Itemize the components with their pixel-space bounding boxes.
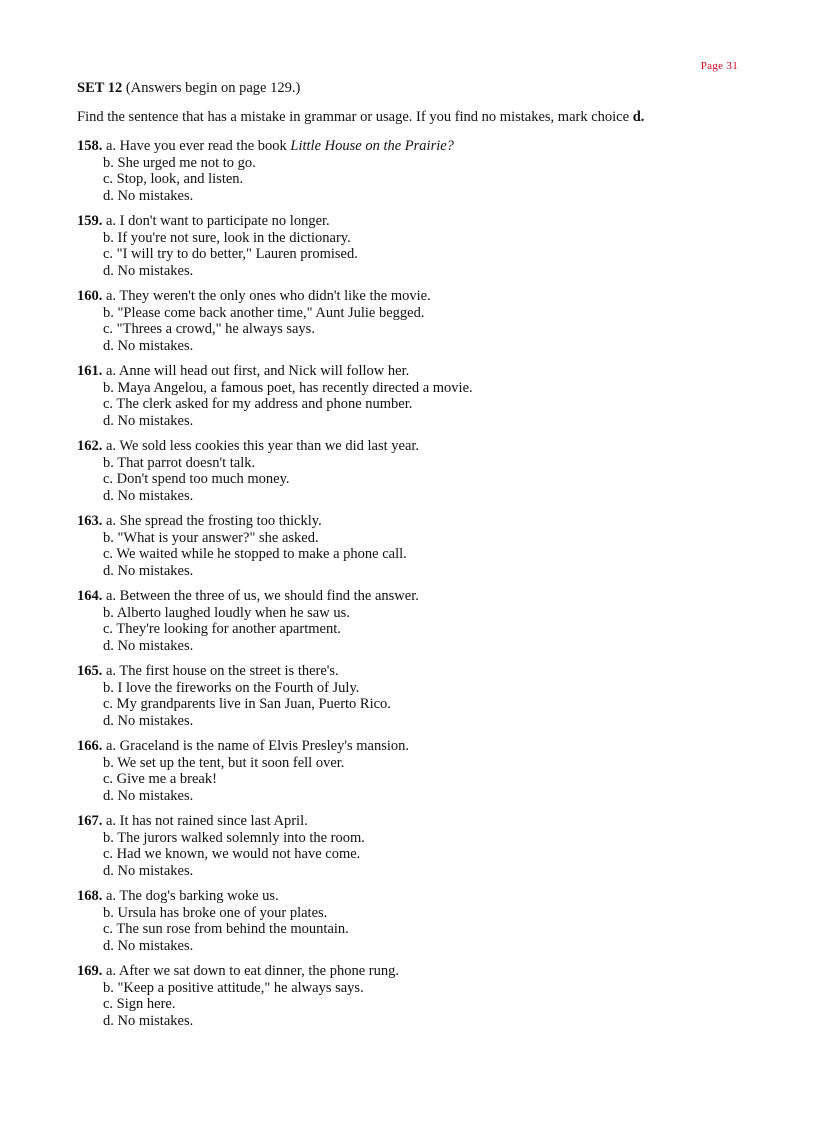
question-166 — [77, 738, 757, 804]
question-161 — [77, 363, 757, 429]
option-a — [77, 363, 757, 380]
option-c: c. The sun rose from behind the mountain. — [103, 921, 349, 937]
option-d: d. No mistakes. — [103, 337, 194, 354]
question-number: 165. — [77, 663, 103, 679]
document-body — [77, 80, 757, 1038]
option-d: d. No mistakes. — [103, 937, 194, 954]
question-164 — [77, 588, 757, 654]
option-c: c. Give me a break! — [103, 771, 217, 787]
question-number: 167. — [77, 813, 103, 829]
option-c: c. We waited while he stopped to make a phone call. — [103, 546, 407, 562]
question-162 — [77, 438, 757, 504]
question-number: 161. — [77, 363, 103, 379]
option-b: b. Ursula has broke one of your plates. — [103, 904, 328, 921]
option-a — [77, 888, 757, 905]
option-a — [77, 963, 757, 980]
option-c: c. Sign here. — [103, 996, 176, 1012]
option-b: b. That parrot doesn't talk. — [103, 454, 256, 471]
question-number: 158. — [77, 138, 103, 154]
option-b: b. If you're not sure, look in the dictionary. — [103, 229, 351, 246]
answers-note: (Answers begin on page 129.) — [125, 80, 301, 96]
option-d: d. No mistakes. — [103, 862, 194, 879]
question-160 — [77, 288, 757, 354]
option-a — [77, 813, 757, 830]
option-d: d. No mistakes. — [103, 787, 194, 804]
option-a — [77, 138, 757, 155]
question-number: 164. — [77, 588, 103, 604]
question-165 — [77, 663, 757, 729]
option-d: d. No mistakes. — [103, 1012, 194, 1029]
option-d: d. No mistakes. — [103, 262, 194, 279]
option-b: b. Alberto laughed loudly when he saw us. — [103, 604, 350, 621]
option-a-text: a. She spread the frosting too thickly. — [106, 513, 322, 529]
option-c: c. Stop, look, and listen. — [103, 171, 244, 187]
set-label: SET 12 — [77, 80, 123, 96]
option-a-text: a. Anne will head out first, and Nick will follow her. — [106, 363, 410, 379]
option-a — [77, 438, 757, 455]
option-c: c. The clerk asked for my address and phone number. — [103, 396, 413, 412]
option-b: b. "What is your answer?" she asked. — [103, 529, 319, 546]
option-a-text: a. Have you ever read the book — [106, 138, 291, 154]
option-a-text: a. The first house on the street is there's. — [106, 663, 339, 679]
option-a-text: a. After we sat down to eat dinner, the phone rung. — [106, 963, 399, 979]
question-number: 163. — [77, 513, 103, 529]
option-a-text: a. Between the three of us, we should find the answer. — [106, 588, 419, 604]
option-b: b. "Keep a positive attitude," he always says. — [103, 979, 364, 996]
option-b: b. I love the fireworks on the Fourth of July. — [103, 679, 360, 696]
instructions-text: Find the sentence that has a mistake in grammar or usage. If you find no mistakes, mark choice — [77, 109, 633, 125]
question-number: 168. — [77, 888, 103, 904]
question-number: 160. — [77, 288, 103, 304]
option-c: c. My grandparents live in San Juan, Puerto Rico. — [103, 696, 391, 712]
option-d: d. No mistakes. — [103, 637, 194, 654]
option-c: c. "Threes a crowd," he always says. — [103, 321, 315, 337]
option-a — [77, 663, 757, 680]
option-a — [77, 738, 757, 755]
option-a-text: a. It has not rained since last April. — [106, 813, 308, 829]
option-a-text: a. We sold less cookies this year than we did last year. — [106, 438, 420, 454]
question-168 — [77, 888, 757, 954]
page-number: Page 31 — [700, 60, 738, 72]
option-a-text: a. The dog's barking woke us. — [106, 888, 279, 904]
option-a — [77, 213, 757, 230]
option-a-text: a. I don't want to participate no longer. — [106, 213, 330, 229]
option-a-text: a. They weren't the only ones who didn't like the movie. — [106, 288, 431, 304]
option-d: d. No mistakes. — [103, 712, 194, 729]
question-number: 166. — [77, 738, 103, 754]
instructions-choice: d. — [632, 109, 645, 125]
instructions — [77, 109, 757, 126]
option-d: d. No mistakes. — [103, 562, 194, 579]
question-number: 162. — [77, 438, 103, 454]
question-number: 169. — [77, 963, 103, 979]
question-169 — [77, 963, 757, 1029]
question-167 — [77, 813, 757, 879]
question-158 — [77, 138, 757, 204]
option-d: d. No mistakes. — [103, 412, 194, 429]
question-159 — [77, 213, 757, 279]
option-b: b. She urged me not to go. — [103, 154, 256, 171]
book-title: Little House on the Prairie? — [290, 138, 454, 154]
option-d: d. No mistakes. — [103, 487, 194, 504]
option-b: b. Maya Angelou, a famous poet, has recently directed a movie. — [103, 379, 473, 396]
option-c: c. Had we known, we would not have come. — [103, 846, 361, 862]
option-d: d. No mistakes. — [103, 187, 194, 204]
question-number: 159. — [77, 213, 103, 229]
option-c: c. They're looking for another apartment. — [103, 621, 341, 637]
option-a-text: a. Graceland is the name of Elvis Presley's mansion. — [106, 738, 410, 754]
option-b: b. The jurors walked solemnly into the room. — [103, 829, 365, 846]
option-a — [77, 588, 757, 605]
question-163 — [77, 513, 757, 579]
option-a — [77, 513, 757, 530]
option-b: b. We set up the tent, but it soon fell over. — [103, 754, 345, 771]
option-c: c. "I will try to do better," Lauren promised. — [103, 246, 358, 262]
option-a — [77, 288, 757, 305]
option-c: c. Don't spend too much money. — [103, 471, 290, 487]
option-b: b. "Please come back another time," Aunt Julie begged. — [103, 304, 425, 321]
set-heading — [77, 80, 757, 97]
